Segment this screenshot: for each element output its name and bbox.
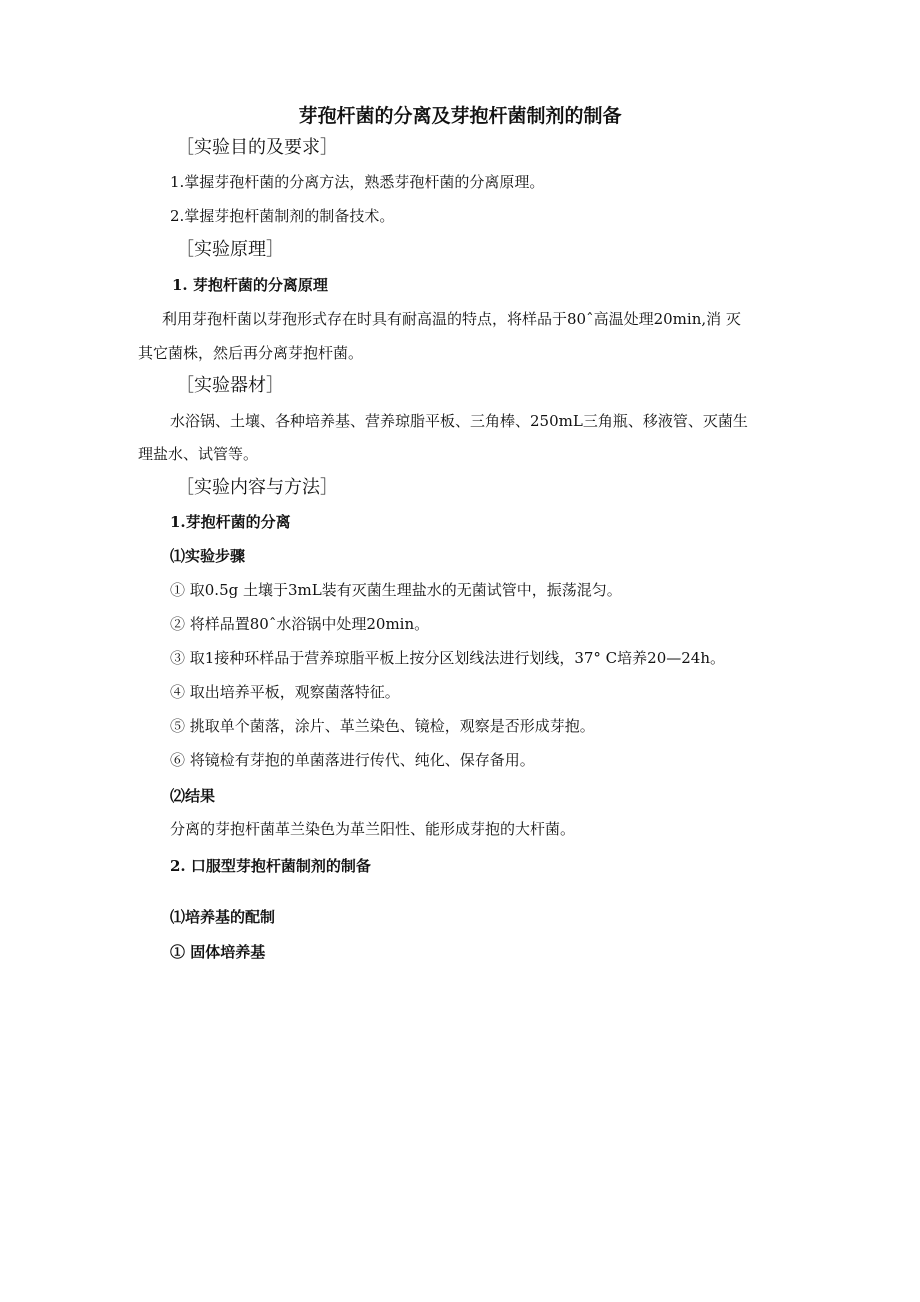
principle-subheading: 1. 芽抱杆菌的分离原理 xyxy=(172,276,328,294)
materials-heading: ［实验器材］ xyxy=(176,375,284,396)
method1-step-5: ⑤ 挑取单个菌落，涂片、革兰染色、镜检，观察是否形成芽抱。 xyxy=(170,717,595,735)
method1-step-4: ④ 取出培养平板，观察菌落特征。 xyxy=(170,683,400,701)
materials-text-line-2: 理盐水、试管等。 xyxy=(138,445,259,463)
method2-item: ① 固体培养基 xyxy=(170,943,266,961)
method1-result-text: 分离的芽抱杆菌革兰染色为革兰阳性、能形成芽抱的大杆菌。 xyxy=(170,820,576,838)
method1-title: 1.芽抱杆菌的分离 xyxy=(170,513,291,531)
method1-result-title: ⑵结果 xyxy=(170,787,216,805)
purpose-item-2: 2.掌握芽抱杆菌制剂的制备技术。 xyxy=(170,207,395,225)
method2-subtitle: ⑴培养基的配制 xyxy=(170,908,276,926)
document-title: 芽孢杆菌的分离及芽抱杆菌制剂的制备 xyxy=(298,105,622,127)
method1-step-2: ② 将样品置80ˆ水浴锅中处理20min。 xyxy=(170,615,430,633)
purpose-heading: ［实验目的及要求］ xyxy=(176,137,338,158)
method1-step-1: ① 取0.5g 土壤于3mL装有灭菌生理盐水的无菌试管中，振荡混匀。 xyxy=(170,581,622,599)
purpose-item-1: 1.掌握芽孢杆菌的分离方法，熟悉芽孢杆菌的分离原理。 xyxy=(170,173,545,191)
method1-steps-title: ⑴实验步骤 xyxy=(170,547,246,565)
principle-text-line-1: 利用芽孢杆菌以芽孢形式存在时具有耐高温的特点，将样品于80ˆ高温处理20min,消 灭 xyxy=(162,310,741,328)
method2-title: 2. 口服型芽抱杆菌制剂的制备 xyxy=(170,857,371,875)
materials-text-line-1: 水浴锅、土壤、各种培养基、营养琼脂平板、三角棒、250mL三角瓶、移液管、灭菌生 xyxy=(170,412,748,430)
principle-text-line-2: 其它菌株，然后再分离芽抱杆菌。 xyxy=(138,344,364,362)
method1-step-6: ⑥ 将镜检有芽抱的单菌落进行传代、纯化、保存备用。 xyxy=(170,751,535,769)
principle-heading: ［实验原理］ xyxy=(176,239,284,260)
method1-step-3: ③ 取1接种环样品于营养琼脂平板上按分区划线法进行划线，37° C培养20—24h。 xyxy=(170,649,725,667)
methods-heading: ［实验内容与方法］ xyxy=(176,477,338,498)
